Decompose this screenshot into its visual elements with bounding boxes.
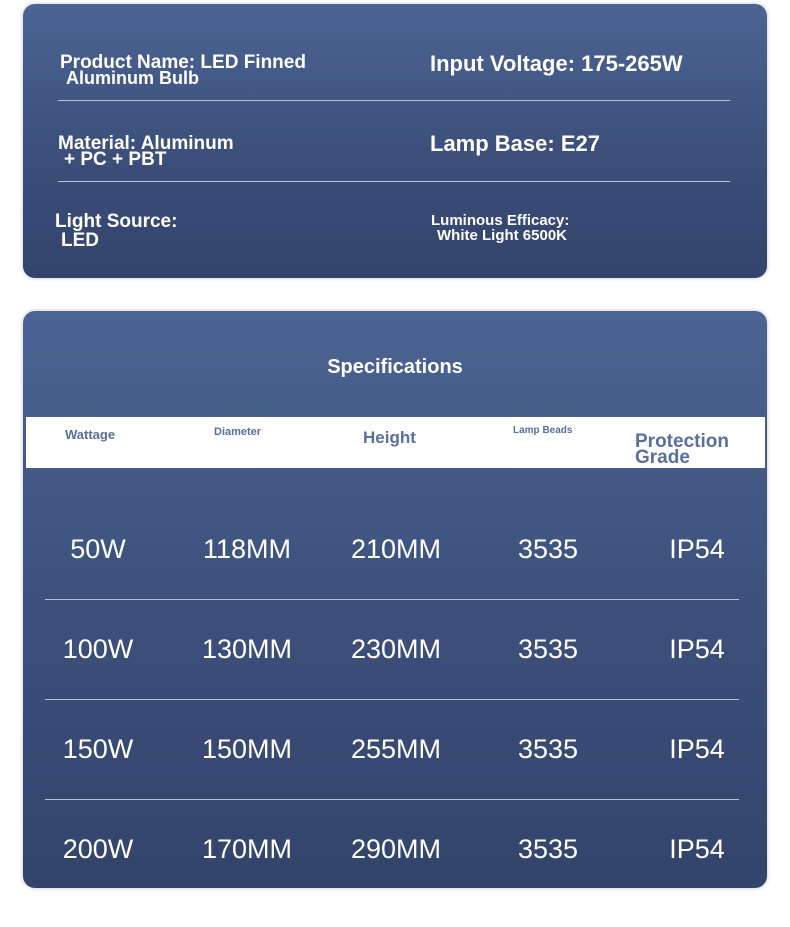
header-height: Height: [363, 428, 416, 447]
cell-lamp-beads: 3535: [517, 834, 579, 864]
material-line2: + PC + PBT: [64, 149, 167, 170]
cell-diameter: 150MM: [201, 734, 293, 764]
divider: [58, 100, 730, 101]
cell-protection-grade: IP54: [669, 734, 725, 764]
luminous-efficacy-line1: Luminous Efficacy:: [431, 212, 570, 229]
cell-height: 255MM: [350, 734, 442, 764]
cell-wattage: 150W: [62, 734, 134, 764]
specifications-panel: [23, 311, 767, 888]
header-lamp-beads: Lamp Beads: [513, 425, 573, 436]
cell-protection-grade: IP54: [669, 534, 725, 564]
input-voltage: Input Voltage: 175-265W: [430, 51, 683, 76]
cell-lamp-beads: 3535: [517, 734, 579, 764]
cell-wattage: 100W: [62, 634, 134, 664]
table-row: [23, 599, 767, 699]
divider: [58, 181, 730, 182]
cell-diameter: 170MM: [201, 834, 293, 864]
product-name: [60, 53, 306, 87]
cell-height: 230MM: [350, 634, 442, 664]
table-row: [23, 799, 767, 888]
luminous-efficacy-line2: White Light 6500K: [437, 227, 568, 244]
cell-height: 290MM: [350, 834, 442, 864]
product-name-line2: Aluminum Bulb: [66, 68, 199, 88]
material: [58, 134, 234, 169]
table-row: [23, 699, 767, 799]
light-source-line1: Light Source:: [55, 211, 178, 232]
light-source: [55, 212, 177, 250]
table-row: [23, 499, 767, 599]
luminous-efficacy: [431, 213, 569, 243]
specifications-header-row: [26, 417, 765, 468]
cell-protection-grade: IP54: [669, 634, 725, 664]
cell-protection-grade: IP54: [669, 834, 725, 864]
light-source-line2: LED: [61, 230, 99, 251]
specifications-title: Specifications: [327, 356, 463, 378]
cell-lamp-beads: 3535: [517, 534, 579, 564]
product-name-line1: Product Name: LED Finned: [60, 52, 306, 73]
header-protection-grade: Protection Grade: [635, 431, 729, 468]
lamp-base: Lamp Base: E27: [430, 131, 600, 156]
cell-diameter: 118MM: [202, 534, 292, 564]
cell-wattage: 200W: [62, 834, 134, 864]
material-line1: Material: Aluminum: [58, 133, 234, 154]
cell-lamp-beads: 3535: [517, 634, 579, 664]
cell-wattage: 50W: [70, 534, 126, 564]
cell-height: 210MM: [350, 534, 442, 564]
header-diameter: Diameter: [214, 426, 262, 438]
header-wattage: Wattage: [65, 427, 116, 442]
product-info-panel: [23, 4, 767, 278]
cell-diameter: 130MM: [201, 634, 293, 664]
